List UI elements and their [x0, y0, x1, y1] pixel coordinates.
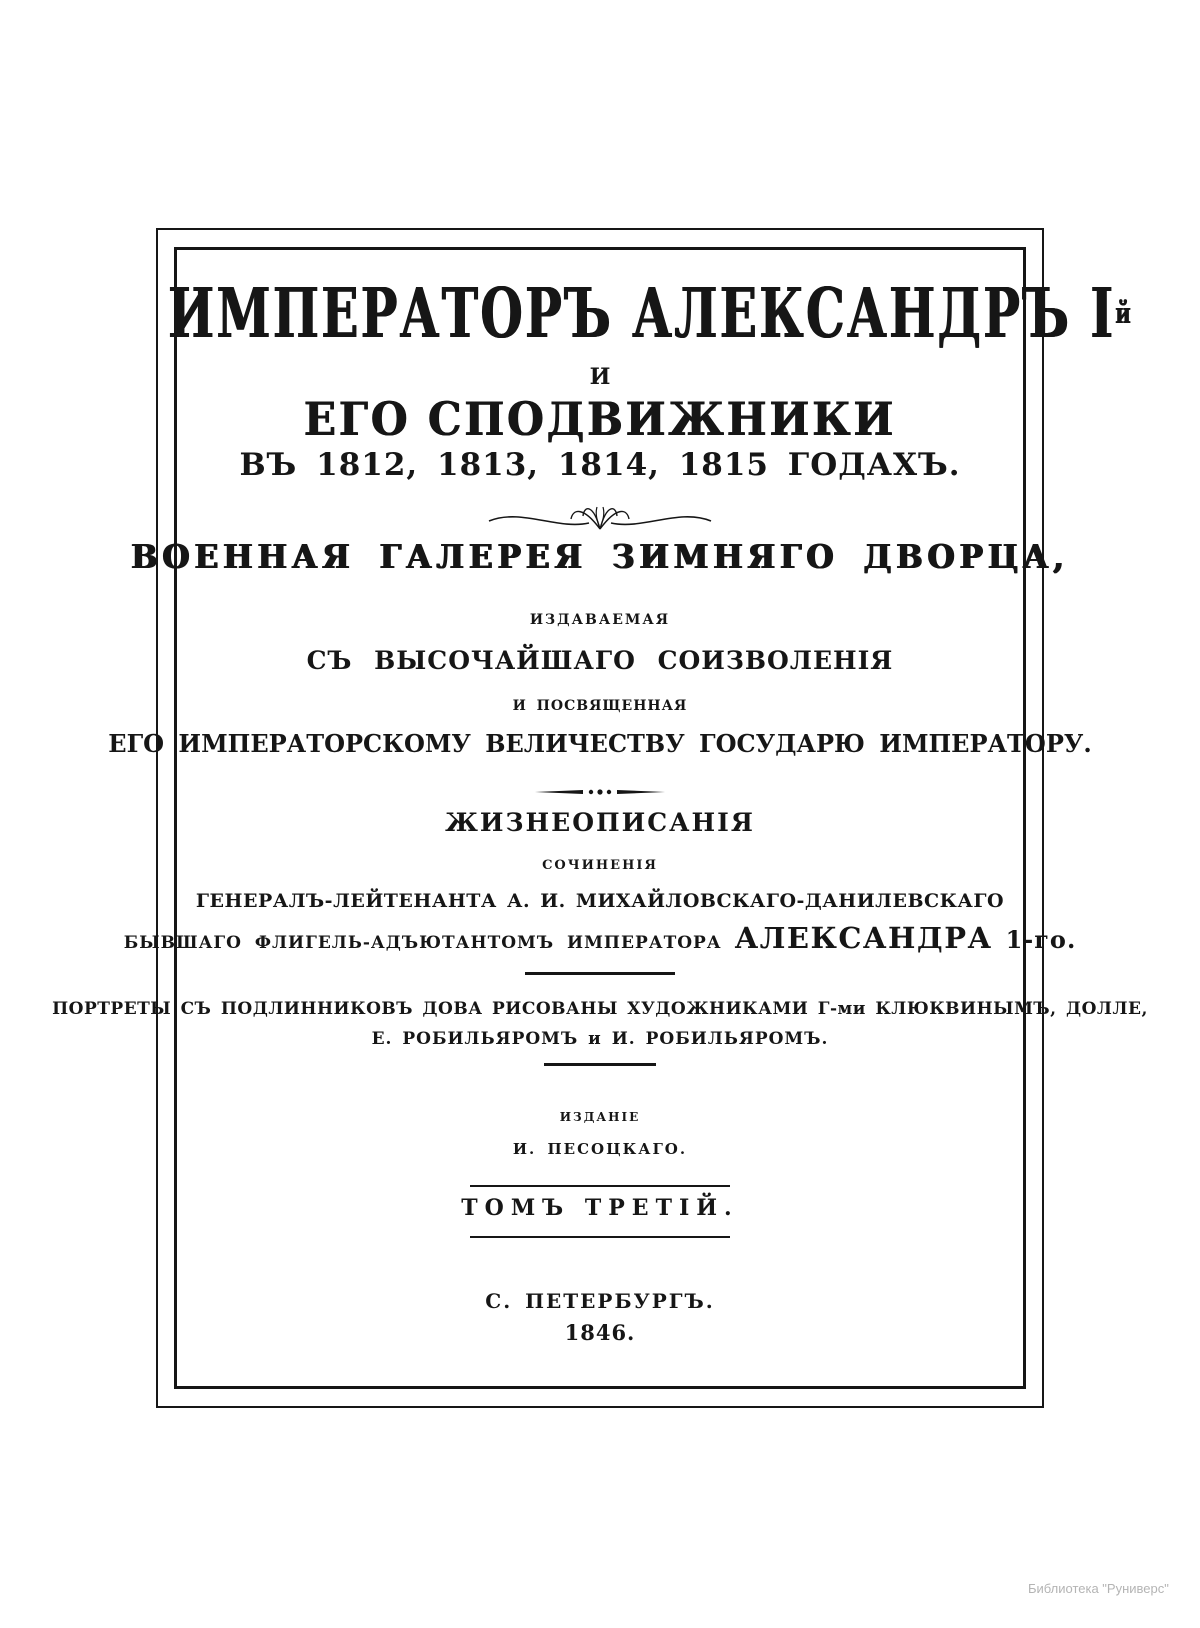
issued-line: ИЗДАВАЕМАЯ [529, 612, 671, 628]
short-rule-under-portraits [544, 1063, 656, 1066]
years-line: ВЪ 1812, 1813, 1814, 1815 ГОДАХЪ. [239, 447, 961, 483]
main-title [167, 274, 1131, 354]
city-line: С. ПЕТЕРБУРГЪ. [485, 1289, 715, 1313]
subtitle: ЕГО СПОДВИЖНИКИ [303, 392, 897, 446]
volume-line: ТОМЪ ТРЕТІЙ. [461, 1195, 739, 1221]
conjunction-and: И [589, 364, 611, 390]
spindle-divider-ornament [0, 782, 1200, 801]
rule-below-volume [470, 1236, 730, 1238]
author-role-emphasis: АЛЕКСАНДРА [734, 921, 993, 955]
rule-above-volume [470, 1185, 730, 1187]
year-line: 1846. [564, 1320, 636, 1345]
author-role-line [0, 921, 1200, 955]
author-role-suffix: 1-го. [1005, 925, 1077, 954]
biographies-line: ЖИЗНЕОПИСАНІЯ [445, 808, 755, 837]
publisher-line: И. ПЕСОЦКАГО. [512, 1140, 688, 1158]
floral-flourish-ornament [0, 500, 1200, 542]
permission-line: СЪ ВЫСОЧАЙШАГО СОИЗВОЛЕНІЯ [306, 646, 894, 675]
main-title-superscript: й [1115, 296, 1131, 330]
main-title-text: ИМПЕРАТОРЪ АЛЕКСАНДРЪ I [167, 274, 1116, 354]
edition-label: ИЗДАНІЕ [559, 1110, 641, 1124]
composed-by-line: СОЧИНЕНІЯ [542, 858, 658, 873]
author-line: ГЕНЕРАЛЪ-ЛЕЙТЕНАНТА А. И. МИХАЙЛОВСКАГО-ДАНИЛЕВСКАГО [195, 890, 1005, 912]
dedicated-line: И ПОСВЯЩЕННАЯ [512, 698, 688, 714]
author-role-prefix: БЫВШАГО ФЛИГЕЛЬ-АДЪЮТАНТОМЪ ИМПЕРАТОРА [123, 933, 722, 953]
dedication-line: ЕГО ИМПЕРАТОРСКОМУ ВЕЛИЧЕСТВУ ГОСУДАРЮ ИМПЕРАТОРУ. [108, 729, 1092, 758]
gallery-title: ВОЕННАЯ ГАЛЕРЕЯ ЗИМНЯГО ДВОРЦА, [131, 537, 1069, 576]
library-watermark: Библиотека "Руниверс" [1028, 1581, 1169, 1596]
short-rule-under-author [525, 972, 675, 975]
portraits-line-2: Е. РОБИЛЬЯРОМЪ и И. РОБИЛЬЯРОМЪ. [371, 1029, 829, 1049]
portraits-line-1: ПОРТРЕТЫ СЪ ПОДЛИННИКОВЪ ДОВА РИСОВАНЫ ХУДОЖНИКАМИ Г-ми КЛЮКВИНЫМЪ, ДОЛЛЕ, [52, 999, 1148, 1019]
